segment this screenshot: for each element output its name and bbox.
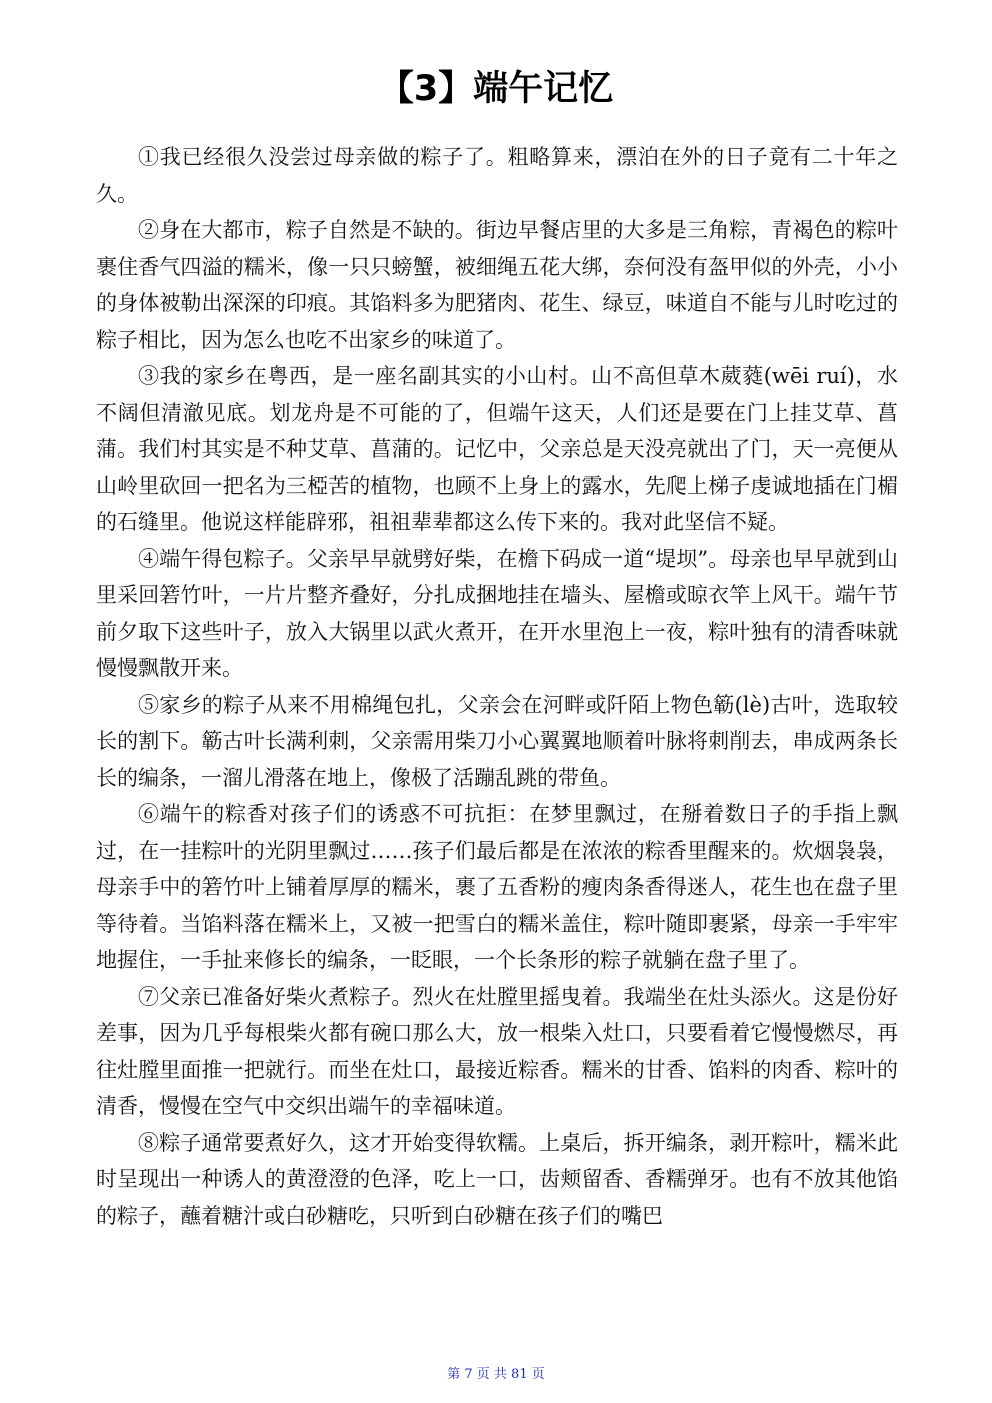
paragraph-6: ⑥端午的粽香对孩子们的诱惑不可抗拒：在梦里飘过，在掰着数日子的手指上飘过，在一挂粽叶的光阴里飘过……孩子们最后都是在浓浓的粽香里醒来的。炊烟袅袅，母亲手中的箬竹叶上铺着厚厚的糯米，裹了五香粉的瘦肉条香得迷人，花生也在盘子里等待着。当馅料落在糯米上，又被一把雪白的糯米盖住，粽叶随即裹紧，母亲一手牢牢地握住，一手扯来修长的编条，一眨眼，一个长条形的粽子就躺在盘子里了。	[96, 802, 898, 972]
paragraph-2: ②身在大都市，粽子自然是不缺的。街边早餐店里的大多是三角粽，青褐色的粽叶裹住香气四溢的糯米，像一只只螃蟹，被细绳五花大绑，奈何没有盔甲似的外壳，小小的身体被勒出深深的印痕。其馅料多为肥猪肉、花生、绿豆，味道自不能与儿时吃过的粽子相比，因为怎么也吃不出家乡的味道了。	[96, 218, 898, 352]
article-body	[96, 139, 898, 1234]
page-number-footer: 第 7 页 共 81 页	[447, 1367, 545, 1382]
page-title: 【3】端午记忆	[378, 69, 614, 109]
paragraph-8: ⑧粽子通常要煮好久，这才开始变得软糯。上桌后，拆开编条，剥开粽叶，糯米此时呈现出一种诱人的黄澄澄的色泽，吃上一口，齿颊留香、香糯弹牙。也有不放其他馅的粽子，蘸着糖汁或白砂糖吃，只听到白砂糖在孩子们的嘴巴	[96, 1130, 898, 1228]
paragraph-3: ③我的家乡在粤西，是一座名副其实的小山村。山不高但草木葳蕤(wēi ruí)，水不阔但清澈见底。划龙舟是不可能的了，但端午这天，人们还是要在门上挂艾草、菖蒲。我们村其实是不种艾草、菖蒲的。记忆中，父亲总是天没亮就出了门，天一亮便从山岭里砍回一把名为三椏苦的植物，也顾不上身上的露水，先爬上梯子虔诚地插在门楣的石缝里。他说这样能辟邪，祖祖辈辈都这么传下来的。我对此坚信不疑。	[96, 364, 898, 534]
paragraph-5: ⑤家乡的粽子从来不用棉绳包扎，父亲会在河畔或阡陌上物色簕(lè)古叶，选取较长的割下。簕古叶长满利刺，父亲需用柴刀小心翼翼地顺着叶脉将刺削去，串成两条长长的编条，一溜儿滑落在地上，像极了活蹦乱跳的带鱼。	[96, 692, 898, 790]
paragraph-1: ①我已经很久没尝过母亲做的粽子了。粗略算来，漂泊在外的日子竟有二十年之久。	[96, 145, 898, 206]
paragraph-4: ④端午得包粽子。父亲早早就劈好柴，在檐下码成一道“堤坝”。母亲也早早就到山里采回箬竹叶，一片片整齐叠好，分扎成捆地挂在墙头、屋檐或晾衣竿上风干。端午节前夕取下这些叶子，放入大锅里以武火煮开，在开水里泡上一夜，粽叶独有的清香味就慢慢飘散开来。	[96, 546, 898, 680]
paragraph-7: ⑦父亲已准备好柴火煮粽子。烈火在灶膛里摇曳着。我端坐在灶头添火。这是份好差事，因为几乎每根柴火都有碗口那么大，放一根柴入灶口，只要看着它慢慢燃尽，再往灶膛里面推一把就行。而坐在灶口，最接近粽香。糯米的甘香、馅料的肉香、粽叶的清香，慢慢在空气中交织出端午的幸福味道。	[96, 984, 898, 1118]
